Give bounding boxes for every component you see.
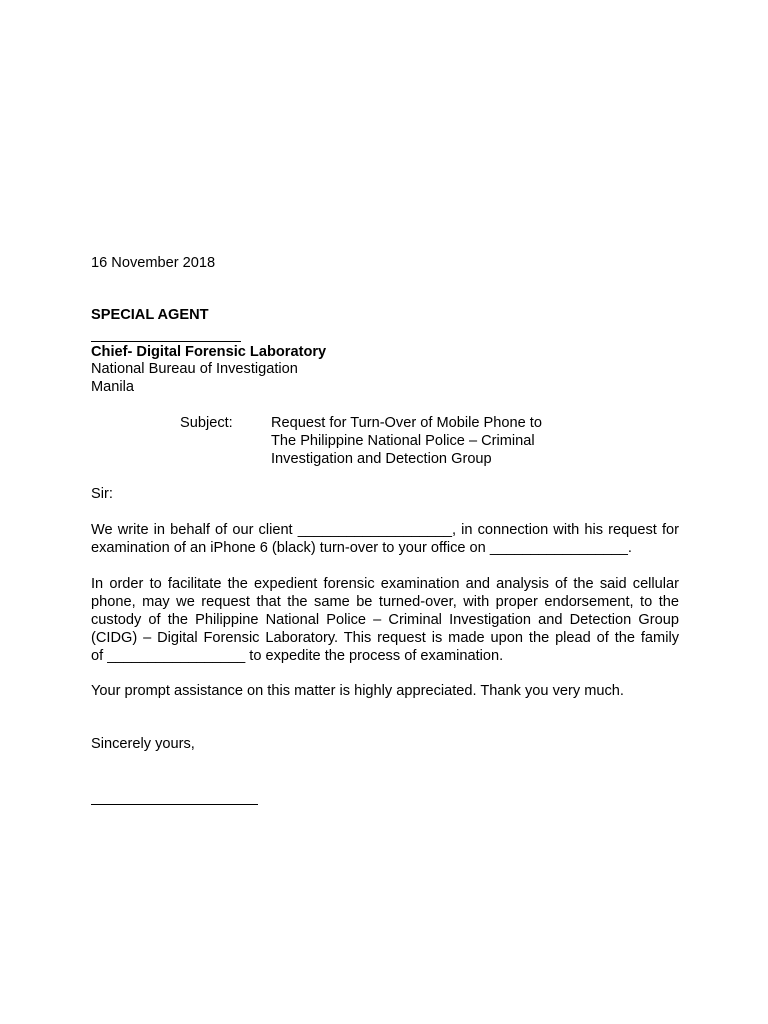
paragraph-2-line-3: custody of the Philippine National Police – Criminal Investigation and Detection Group bbox=[91, 612, 679, 628]
paragraph-1 bbox=[91, 521, 679, 557]
signature-line bbox=[91, 804, 258, 805]
recipient-name-blank-line bbox=[91, 341, 241, 342]
recipient-name: SPECIAL AGENT bbox=[91, 307, 209, 323]
recipient-city: Manila bbox=[91, 379, 134, 395]
subject-label: Subject: bbox=[180, 415, 233, 431]
subject-line-3: Investigation and Detection Group bbox=[271, 451, 492, 467]
paragraph-2-line-2: phone, may we request that the same be turned-over, with proper endorsement, to the bbox=[91, 594, 679, 610]
letter-date: 16 November 2018 bbox=[91, 255, 216, 271]
recipient-organization: National Bureau of Investigation bbox=[91, 361, 298, 377]
paragraph-2-line-1: In order to facilitate the expedient forensic examination and analysis of the said cellular bbox=[91, 576, 679, 592]
closing: Sincerely yours, bbox=[91, 736, 195, 752]
salutation: Sir: bbox=[91, 486, 113, 502]
recipient-title: Chief- Digital Forensic Laboratory bbox=[91, 344, 327, 360]
paragraph-1-line-2: examination of an iPhone 6 (black) turn-over to your office on _________________. bbox=[91, 540, 632, 556]
subject-line-2: The Philippine National Police – Criminal bbox=[271, 433, 535, 449]
paragraph-2 bbox=[91, 575, 679, 665]
paragraph-3: Your prompt assistance on this matter is highly appreciated. Thank you very much. bbox=[91, 683, 624, 699]
paragraph-1-line-1: We write in behalf of our client ___________________, in connection with his request for bbox=[91, 522, 679, 538]
paragraph-2-line-4: (CIDG) – Digital Forensic Laboratory. This request is made upon the plead of the family bbox=[91, 630, 679, 646]
paragraph-2-line-5: of _________________ to expedite the process of examination. bbox=[91, 648, 504, 664]
subject-line-1: Request for Turn-Over of Mobile Phone to bbox=[271, 415, 542, 431]
